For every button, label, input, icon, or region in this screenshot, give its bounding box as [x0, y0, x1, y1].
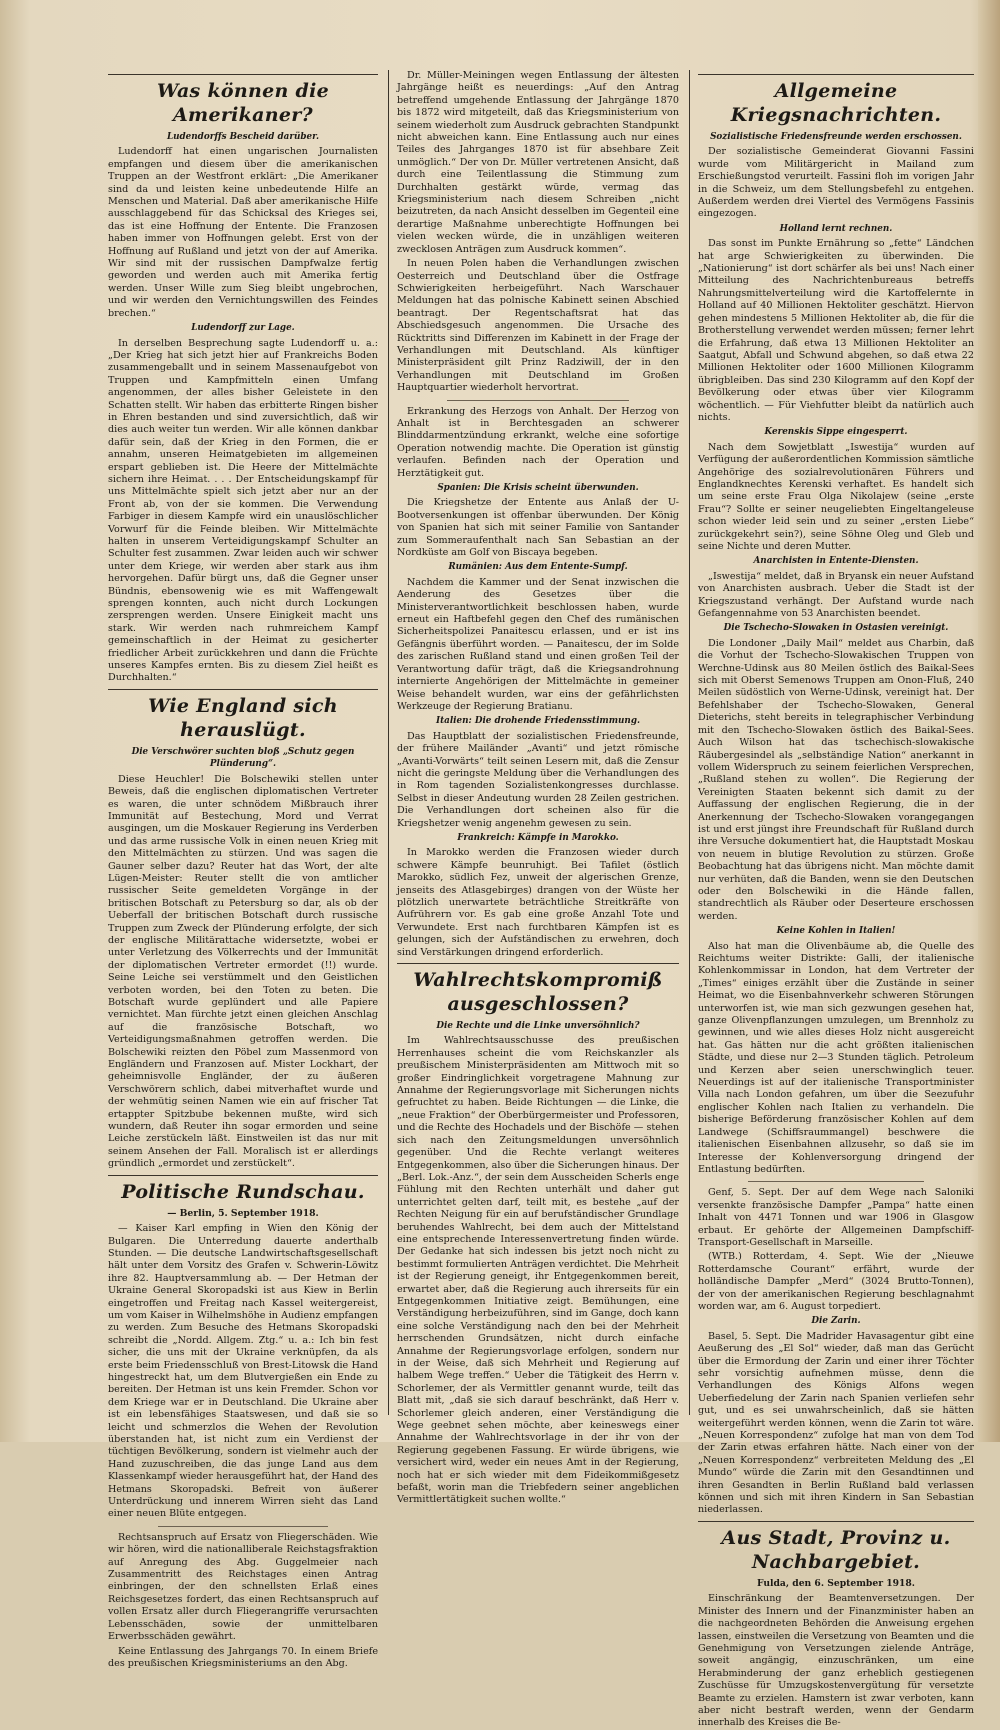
subhead: Holland lernt rechnen. [779, 223, 893, 234]
divider [447, 400, 629, 401]
article-paragraph: Einschränkung der Beamtenversetzungen. Der Minister des Innern und der Finanzminister haben an die nachgeordneten Behörden die Anweisung ergehen lassen, einstweilen die Versetzung von Beamten und die Genehmigung von Versetzungen zielende Anträge, soweit angängig, einzuschränken, um eine Herabminderung der ganz erheblich gestiegenen Zuschüsse für Umzugskostenvergütung für versetzte Beamte zu erzielen. Hamstern ist zwar verboten, kann aber nicht bestraft werden, wenn der Gendarm innerhalb des Kreises die Be- [698, 1593, 974, 1729]
subhead: Die Tschecho-Slowaken in Ostasien vereinigt. [723, 623, 949, 634]
subhead: Ludendorff zur Lage. [191, 323, 295, 334]
subhead: Die Verschwörer suchten bloß „Schutz gegen Plünderung“. [131, 746, 355, 770]
article-paragraph: Ludendorff hat einen ungarischen Journalisten empfangen und diesem über die amerikanischen Truppen an der Westfront erklärt: „Die Amerikaner sind da und leisten keine unbedeutende Hilfe an Menschen und Material. Daß aber amerikanische Hilfe ausschlaggebend für das Schicksal des Krieges sei, das ist eine Hoffnung der Entente. Die Franzosen haben immer von Hoffnungen gelebt. Erst von der Hoffnung auf Rußland und jetzt von der auf Amerika. Wir sind mit der russischen Dampfwalze fertig geworden und werden auch mit Amerika fertig werden. Unser Wille zum Sieg bleibt ungebrochen, und wir werden den Vernichtungswillen des Feindes brechen.“ [108, 146, 378, 319]
article-paragraph: Rechtsanspruch auf Ersatz von Fliegerschäden. Wie wir hören, wird die nationalliberale Reichstagsfraktion auf Anregung des Abg. Guggelmeier nach Zusammentritt des Reichstages einen Antrag einbringen, der den schnellsten Erlaß eines Reichsgesetzes fordert, das einen Rechtsanspruch auf vollen Ersatz aller durch Fliegerangriffe verursachten Lebensschäden, sowie der unmittelbaren Erwerbsschäden gewährt. [108, 1531, 378, 1643]
subhead: Keine Kohlen in Italien! [776, 926, 896, 937]
subhead: Rumänien: Aus dem Entente-Sumpf. [448, 562, 628, 573]
article-paragraph: Das sonst im Punkte Ernährung so „fette“ Ländchen hat arge Schwierigkeiten zu überwinden. Die „Nationierung“ ist dort schärfer als bei uns! Nach einer Mitteilung des Nachrichtenbureaus betreffs Nahrungsmittelverteilung wird die Kartoffelernte in Holland auf 40 Millionen Hektoliter geschätzt. Hiervon gehen mindestens 5 Millionen Hektoliter ab, die für die Brotherstellung verwendet werden müssen; ferner lehrt die Erfahrung, daß etwa 13 Millionen Hektoliter an Saatgut, Abfall und Schwund abgehen, so daß etwa 22 Millionen Hektoliter oder 1600 Millionen Kilogramm übrigbleiben. Das sind 230 Kilogramm auf den Kopf der Bevölkerung oder etwas über vier Kilogramm wöchentlich. — Für Viehfutter bleibt da natürlich auch nichts. [698, 238, 974, 423]
column-middle [397, 70, 679, 1506]
article-paragraph: — Kaiser Karl empfing in Wien den König der Bulgaren. Die Unterredung dauerte anderthalb Stunden. — Die deutsche Landwirtschaftsgesellschaft hält unter dem Vorsitz des Grafen v. Schwerin-Löwitz ihre 82. Hauptversammlung ab. — Der Hetman der Ukraine General Skoropadski ist aus Kiew in Berlin eingetroffen und Freitag nach Kassel weitergereist, um vom Kaiser in Wilhelmshöhe in Audienz empfangen zu werden. Zum Besuche des Hetmans Skoropadski schreibt die „Nordd. Allgem. Ztg.“ u. a.: Ich bin fest sicher, die uns mit der Ukraine verknüpfen, da als erste beim Friedensschluß von Brest-Litowsk die Hand hingestreckt hat, um dem Blutvergießen ein Ende zu bereiten. Der Hetman ist uns kein Fremder. Schon vor dem Kriege war er in Deutschland. Die Ukraine aber ist ein lebensfähiges Staatswesen, und daß sie so leicht und schmerzlos die Wehen der Revolution überstanden hat, ist nicht zum ein Verdienst der tüchtigen Bevölkerung, sondern ist vielmehr auch der Hand zuzuschreiben, die das junge Land aus dem Klassenkampf wieder herausgeführt hat, der Hand des Hetmans Skoropadski. Befreit von äußerer Unterdrückung und innerem Wirren sieht das Land einer neuen Blüte entgegen. [108, 1223, 378, 1520]
column-rule [689, 70, 690, 1415]
article-paragraph: Basel, 5. Sept. Die Madrider Havasagentur gibt eine Aeußerung des „El Sol“ wieder, daß man das Gerücht über die Ermordung der Zarin und einer ihrer Töchter sehr vorsichtig aufnehmen müsse, denn die Verhandlungen des Königs Alfons wegen Ueberfiedelung der Zarin nach Spanien verliefen sehr gut, und es sei unwahrscheinlich, daß sie hätten weitergeführt werden können, wenn die Zarin tot wäre. „Neuen Korrespondenz“ zufolge hat man von dem Tod der Zarin etwas erfahren hätte. Nach einer von der „Neuen Korrespondenz“ verbreiteten Meldung des „El Mundo“ würde die Zarin mit den Gesandtinnen und ihren Gesandten in Berlin Rußland bald verlassen können und sich mit ihren Kindern in San Sebastian niederlassen. [698, 1330, 974, 1516]
divider [158, 1526, 328, 1527]
article-paragraph: Also hat man die Olivenbäume ab, die Quelle des Reichtums weiter Distrikte: Galli, der italienische Kohlenkommissar in London, hat dem Vertreter der „Times“ einiges erzählt über die Zustände in seiner Heimat, wo die Eisenbahnverkehr schweren Störungen unterworfen ist, wie man sich gezwungen gesehen hat, ganze Olivenpflanzungen umzulegen, um Brennholz zu gewinnen, und wie alles dieses Holz nicht ausgereicht hat. Gas hätten nur die acht größten italienischen Städte, und diese nur 2—3 Stunden täglich. Petroleum und Kerzen aber seien unerschwinglich teuer. Neuerdings ist auf der italienische Transportminister Villa nach London gefahren, um über die Seezufuhr englischer Kohlen nach Italien zu verhandeln. Die bisherige Beförderung französischer Kohlen auf dem Landwege (Schiffsraummangel) beschwere die italienischen Eisenbahnen allzusehr, so daß sie im Interesse der Kohlenversorgung dringend der Entlastung bedürften. [698, 940, 974, 1175]
dateline: Fulda, den 6. September 1918. [756, 1577, 916, 1589]
page-edge [978, 0, 1000, 1442]
subhead: Die Zarin. [811, 1316, 861, 1327]
headline-politics: Politische Rundschau. [108, 1175, 378, 1204]
subhead: Ludendorffs Bescheid darüber. [166, 132, 320, 142]
subhead: Italien: Die drohende Friedensstimmung. [435, 716, 641, 727]
subhead: Sozialistische Friedensfreunde werden erschossen. [710, 132, 962, 142]
subhead: Kerenskis Sippe eingesperrt. [764, 427, 908, 438]
article-paragraph: Erkrankung des Herzogs von Anhalt. Der Herzog von Anhalt ist in Berchtesgaden an schwerer Blinddarmentzündung erkrankt, welche eine sofortige Operation notwendig machte. Die Operation ist günstig verlaufen. Befinden nach der Operation und Herztätigkeit gut. [397, 405, 679, 479]
dateline: — Berlin, 5. September 1918. [167, 1207, 319, 1219]
article-paragraph: Keine Entlassung des Jahrgangs 70. In einem Briefe des preußischen Kriegsministeriums an den Abg. [108, 1645, 378, 1669]
divider [748, 1181, 924, 1182]
column-left [108, 70, 378, 1669]
subhead: Spanien: Die Krisis scheint überwunden. [437, 483, 639, 493]
subhead: Die Rechte und die Linke unversöhnlich? [436, 1021, 640, 1032]
article-paragraph: In Marokko werden die Franzosen wieder durch schwere Kämpfe beunruhigt. Bei Tafilet (östlich Marokko, südlich Fez, unweit der algerischen Grenze, jenseits des Atlasgebirges) drangen von der Wüste her plötzlich unerwartete beträchtliche Streitkräfte von Aufrührern vor. Es gab eine große Anzahl Tote und Verwundete. Erst nach furchtbaren Kämpfen ist es gelungen, sich der Aufständischen zu erwehren, doch sind Verstärkungen dringend erforderlich. [397, 847, 679, 958]
article-paragraph: Die Kriegshetze der Entente aus Anlaß der U-Bootversenkungen ist offenbar überwunden. Der König von Spanien hat sich mit seiner Familie von Santander zum Sommeraufenthalt nach San Sebastian an der Nordküste am Golf von Biscaya begeben. [397, 497, 679, 559]
headline-americans: Was können die Amerikaner? [108, 74, 378, 127]
article-paragraph: Nach dem Sowjetblatt „Iswestija“ wurden auf Verfügung der außerordentlichen Kommission sämtliche Angehörige des sozialrevolutionären Führers und Englandknechtes Kerenski verhaftet. Es handelt sich um seine erste Frau Olga Nikolajew (seine „erste Frau“? Sollte er seiner neugeliebten Eingeltangeleuse schon wieder leid sein und zu seiner „ersten Liebe“ zurückgekehrt sein?), seine Söhne Oleg und Gleb und seine Nichte und deren Mutter. [698, 441, 974, 552]
article-paragraph: Genf, 5. Sept. Der auf dem Wege nach Saloniki versenkte französische Dampfer „Pampa“ hatte einen Inhalt von 4471 Tonnen und war 1906 in Glasgow erbaut. Er gehörte der Allgemeinen Dampfschiff-Transport-Gesellschaft in Marseille. [698, 1187, 974, 1248]
article-paragraph: Die Londoner „Daily Mail“ meldet aus Charbin, daß die Vorhut der Tschecho-Slowakischen Truppen von Werchne-Udinsk aus 80 Meilen östlich des Baikal-Sees sich mit Oberst Semenows Truppen am Onon-Fluß, 240 Meilen südöstlich von Werne-Udinsk, vereinigt hat. Der Befehlshaber der Tschecho-Slowaken, General Dieterichs, steht bereits in telegraphischer Verbindung mit den Tschecho-Slowaken östlich des Baikal-Sees. Auch Wilson hat das tschechisch-slowakische Räubergesindel als „selbständige Nation“ anerkannt in vollem Widerspruch zu seinem feierlichen Versprechen, „Rußland stehen zu wollen“. Die Regierung der Vereinigten Staaten bekennt sich damit zu der Auffassung der englischen Regierung, die in der Anerkennung der Tschecho-Slowaken vorangegangen ist und erst jüngst ihre Freundschaft für Rußland durch ihre Versuche dokumentiert hat, die Hauptstadt Moskau von neuem in blutige Revolution zu stürzen. Große Beobachtung hat das übrigens nicht. Man möchte damit nur verhüten, daß die Banden, wenn sie den Deutschen oder den Bolschewiki in die Hände fallen, standrechtlich als Räuber oder Deserteure erschossen werden. [698, 637, 974, 922]
column-rule [388, 70, 389, 1415]
subhead: Anarchisten in Entente-Diensten. [753, 556, 919, 567]
article-paragraph: Dr. Müller-Meiningen wegen Entlassung der ältesten Jahrgänge heißt es neuerdings: „Auf den Antrag betreffend umgehende Entlassung der Jahrgänge 1870 bis 1872 wird mitgeteilt, daß das Kriegsministerium von seinem wiederholt zum Ausdruck gebrachten Standpunkt nicht abweichen kann. Eine Entlassung auch nur eines Teiles des Jahrganges 1870 ist für absehbare Zeit unmöglich.“ Der von Dr. Müller vertretenen Ansicht, daß durch eine Teilentlassung die Stimmung zum Durchhalten gestärkt würde, vermag das Kriegsministerium nach diesem Schreiben „nicht beizutreten, da nach Ansicht desselben im Gegenteil eine derartige Maßnahme unberechtigte Hoffnungen bei vielen wecken würde, die in unzähligen weiteren zwecklosen Anträgen zum Ausdruck kommen“. [397, 70, 679, 255]
article-paragraph: „Iswestija“ meldet, daß in Bryansk ein neuer Aufstand von Anarchisten ausbrach. Ueber die Stadt ist der Kriegszustand verhängt. Der Aufstand wurde nach Gefangennahme von 53 Anarchisten beendet. [698, 570, 974, 620]
headline-war-news: Allgemeine Kriegsnachrichten. [698, 74, 974, 127]
article-paragraph: Diese Heuchler! Die Bolschewiki stellen unter Beweis, daß die englischen diplomatischen Vertreter es waren, die unter schnödem Mißbrauch ihrer Immunität auf Bestechung, Mord und Verrat ausgingen, um die Moskauer Regierung ins Verderben und das arme russische Volk in einen neuen Krieg mit den Mittelmächten zu stürzen. Und was sagen die Gauner selber dazu? Reuter hat das Wort, der alte Lügen-Meister: Reuter stellt die von amtlicher russischer Seite gemeldeten Vorgänge in der britischen Botschaft zu Petersburg so dar, als ob der Ueberfall der britischen Botschaft durch russische Truppen zum Zweck der Plünderung erfolgte, der sich der englische Militärattache widersetzte, wobei er unter Verletzung des Völkerrechts und der Immunität der diplomatischen Vertreter ermordet (!!) wurde. Seine Leiche sei verstümmelt und den Geistlichen verboten worden, bei den Toten zu beten. Die Botschaft wurde geplündert und alle Papiere vernichtet. Man fürchte jetzt einen gleichen Anschlag auf die französische Botschaft, wo Verteidigungsmaßnahmen getroffen werden. Die Bolschewiki reizten den Pöbel zum Massenmord von Engländern und Franzosen auf. Mister Lockhart, der geheimnisvolle Engländer, der zu äußeren Verschwörern schlich, dabei mitverhaftet wurde und der wehmütig seinen Namen wie ein auf frischer Tat ertappter Spitzbube bekennen mußte, wird sich wundern, daß Reuter ihn sogar ermorden und seine Leiche zerstückeln läßt. Einstweilen ist das nur mit seinem Ansehen der Fall. Moralisch ist er allerdings gründlich „ermordet und zerstückelt“. [108, 773, 378, 1170]
article-paragraph: (WTB.) Rotterdam, 4. Sept. Wie der „Nieuwe Rotterdamsche Courant“ erfährt, wurde der holländische Dampfer „Merd“ (3024 Brutto-Tonnen), der von der amerikanischen Regierung beschlagnahmt worden war, am 6. August torpediert. [698, 1251, 974, 1312]
headline-england: Wie England sich herauslügt. [108, 689, 378, 742]
article-paragraph: Im Wahlrechtsausschusse des preußischen Herrenhauses scheint die vom Reichskanzler als preußischem Ministerpräsidenten am Mittwoch mit so großer Eindringlichkeit vorgetragene Mahnung zur Annahme der Regierungsvorlage mit Sicherungen nichts gefruchtet zu haben. Beide Richtungen — die Linke, die „neue Fraktion“ der Oberbürgermeister und Professoren, und die Rechte des Hochadels und der Bischöfe — stehen sich nach den Zeitungsmeldungen unversöhnlich gegenüber. Und die Rechte verlangt weiteres Entgegenkommen, also über die Sicherungen hinaus. Der „Berl. Lok.-Anz.“, der sein dem Ausscheiden Scherls enge Fühlung mit den Rechten unterhält und daher gut unterrichtet gelten darf, teilt mit, es bestehe „auf der Rechten Neigung für ein auf berufständischer Grundlage beruhendes Wahlrecht, bei dem auch der Mittelstand eine entsprechende Interessenvertretung finden würde. Der Gedanke hat sich indessen bis jetzt noch nicht zu bestimmt formulierten Anträgen verdichtet. Die Mehrheit ist der Regierung geneigt, ihr Entgegenkommen bereit, erwartet aber, daß die Regierung auch ihrerseits für ein Entgegenkommen Initiative zeigt. Bemühungen, eine Verständigung herbeizuführen, sind im Gange, doch kann eine solche Verständigung nach den bei der Mehrheit herrschenden Grundsätzen, nicht durch einfache Annahme der Regierungsvorlage erfolgen, sondern nur in der Weise, daß sich Mehrheit und Regierung auf halbem Wege treffen.“ Ueber die Tätigkeit des Herrn v. Schorlemer, der als Vermittler genannt wurde, teilt das Blatt mit, „daß sie sich darauf beschränkt, daß Herr v. Schorlemer gleich anderen, einer Verständigung die Wege geebnet sehen möchte, aber keineswegs einer Annahme der Wahlrechtsvorlage in der ihr von der Regierung gegebenen Fassung. Er würde übrigens, wie versichert wird, weder ein neues Amt in der Regierung, noch hat er sich wieder mit dem Fideikommißgesetz befaßt, worin man die Triebfedern seiner angeblichen Vermittlertätigkeit suchen wollte.“ [397, 1035, 679, 1506]
headline-local: Aus Stadt, Provinz u. Nachbargebiet. [698, 1521, 974, 1574]
article-paragraph: Nachdem die Kammer und der Senat inzwischen die Aenderung des Gesetzes über die Ministerverantwortlichkeit beschlossen haben, wurde erneut ein Haftbefehl gegen den Chef des rumänischen Sicherheitspolizei Panaitescu erlassen, und er ist ins Gefängnis überführt worden. — Panaitescu, der im Solde des zarischen Rußland stand und einen großen Teil der Verantwortung dafür trägt, daß die Kriegsandrohnung internierte Angehörigen der Mittelmächte in gemeiner Weise behandelt wurden, war eins der gefährlichsten Werkzeuge der Regierung Bratianu. [397, 576, 679, 712]
article-paragraph: Der sozialistische Gemeinderat Giovanni Fassini wurde vom Militärgericht in Mailand zum Erschießungstod verurteilt. Fassini floh im vorigen Jahr in die Schweiz, um dem Stellungsbefehl zu entgehen. Außerdem werden drei Viertel des Vermögens Fassinis eingezogen. [698, 146, 974, 220]
article-paragraph: Das Hauptblatt der sozialistischen Friedensfreunde, der frühere Mailänder „Avanti“ und jetzt römische „Avanti-Vorwärts“ teilt seinen Lesern mit, daß die Zensur nicht die geringste Meldung über die Verhandlungen des in Rom tagenden Sozialistenkongresses durchlasse. Selbst in dieser Andeutung wurden 28 Zeilen gestrichen. Die Verhandlungen dort scheinen also für die Kriegshetzer wenig angenehm gewesen zu sein. [397, 730, 679, 829]
headline-suffrage: Wahlrechtskompromiß ausgeschlossen? [397, 963, 679, 1016]
article-paragraph: In neuen Polen haben die Verhandlungen zwischen Oesterreich und Deutschland über die Ostfrage Schwierigkeiten herbeigeführt. Nach Warschauer Meldungen hat das polnische Kabinett seinen Abschied beantragt. Der Regentschaftsrat hat das Abschiedsgesuch angenommen. Die Ursache des Rücktritts sind Differenzen im Kabinett in der Frage der Verhandlungen mit Deutschland. Als künftiger Ministerpräsident gilt Prinz Radziwill, der in den Verhandlungen mit Deutschland im Großen Hauptquartier wiederholt hervortrat. [397, 258, 679, 394]
subhead: Frankreich: Kämpfe in Marokko. [457, 832, 619, 843]
article-paragraph: In derselben Besprechung sagte Ludendorff u. a.: „Der Krieg hat sich jetzt hier auf Frankreichs Boden zusammengeballt und in seinem Massenaufgebot von Truppen und Kampfmitteln einen Umfang angenommen, der alles bisher Geleistete in den Schatten stellt. Wir haben das erbitterte Ringen bisher in Ehren bestanden und sind zuversichtlich, daß wir dies auch weiter tun werden. Wir alle können dankbar dafür sein, daß der Krieg in den Formen, die er annahm, unseren Heimatgebieten im allgemeinen erspart geblieben ist. Die Heere der Mittelmächte sichern ihre Heimat. . . . Der Entscheidungskampf für uns Mittelmächte spielt sich jetzt aber nur an der Front ab, von der sie kommen. Die Verwendung Farbiger in diesem Kampfe wird ein unauslöschlicher Vorwurf für die Feinde bleiben. Wir Mittelmächte halten in unserem Verteidigungskampf Schulter an Schulter fest zusammen. Zwar leiden auch wir schwer unter dem Kriege, wir werden aber stark aus ihm hervorgehen. Dafür bürgt uns, daß die Gegner unser Bündnis, ebensowenig wie es mit Waffengewalt sprengen konnten, auch nicht durch Lockungen zersprengen werden. Unsere Einigkeit macht uns stark. Wir werden nach ruhmreichem Kampf gemeinschaftlich in der Heimat zu gesicherter friedlicher Arbeit zurückkehren und dann die Früchte unseres Kampfes ernten. Bis zu diesem Ziel heißt es Durchhalten.“ [108, 337, 378, 684]
column-right [698, 70, 974, 1729]
